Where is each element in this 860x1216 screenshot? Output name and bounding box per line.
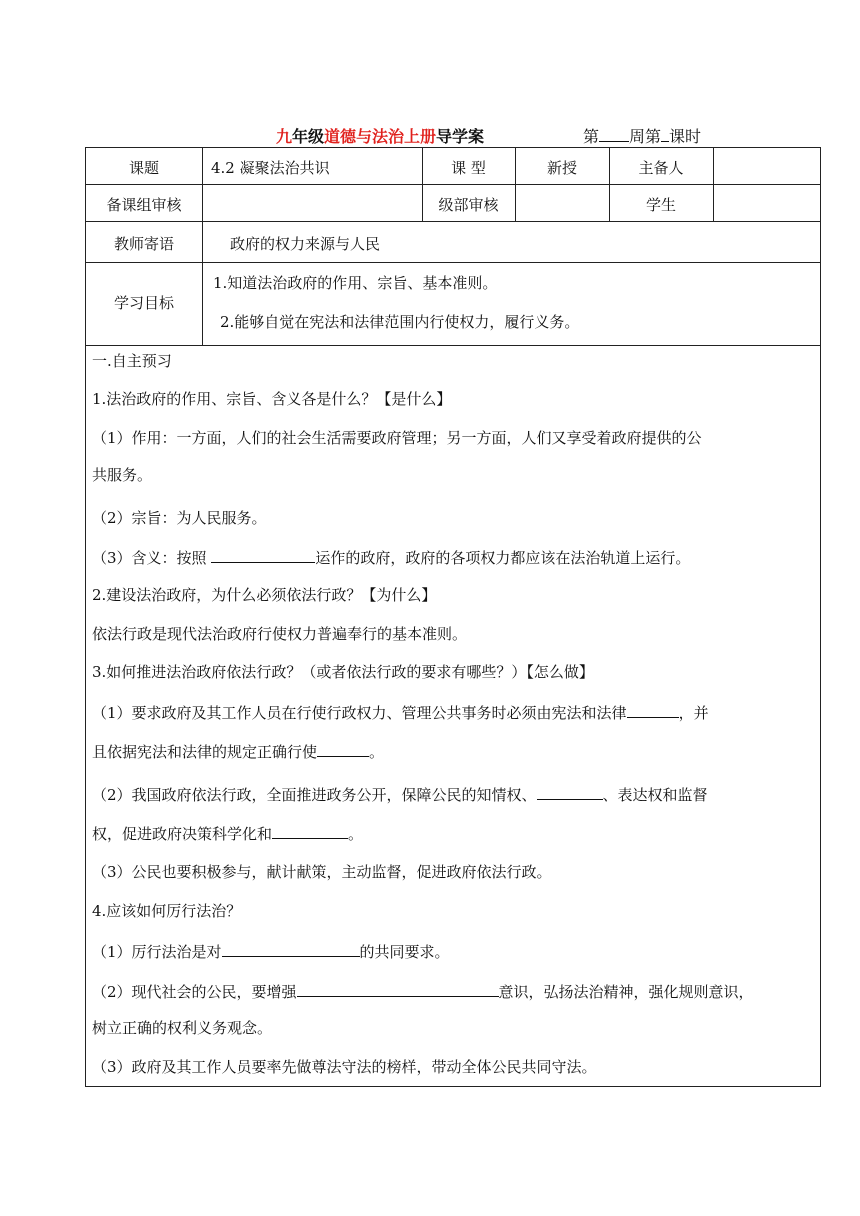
goal-2: 2.能够自觉在宪法和法律范围内行使权力，履行义务。 <box>220 313 580 331</box>
week-label-c: 课时 <box>669 127 702 146</box>
q3-answer-2-cont: 权，促进政府决策科学化和 。 <box>92 822 812 845</box>
fill-blank[interactable] <box>297 980 499 997</box>
fill-blank[interactable] <box>211 546 315 563</box>
label-teacher-message: 教师寄语 <box>113 235 174 253</box>
q4-answer-1: （1）厉行法治是对 的共同要求。 <box>92 940 812 963</box>
fill-blank[interactable] <box>222 940 360 957</box>
col-divider <box>713 148 714 221</box>
label-dept-review: 级部审核 <box>438 196 499 214</box>
label-student: 学生 <box>645 196 676 214</box>
question-1: 1.法治政府的作用、宗旨、含义各是什么？【是什么】 <box>92 390 452 408</box>
question-4: 4.应该如何厉行法治？ <box>92 902 242 920</box>
label-group-review: 备课组审核 <box>106 196 182 214</box>
label-lead-preparer: 主备人 <box>638 159 684 177</box>
page-title <box>276 124 484 147</box>
q4-answer-3: （3）政府及其工作人员要率先做尊法守法的榜样，带动全体公民共同守法。 <box>92 1058 597 1076</box>
value-teacher-message: 政府的权力来源与人民 <box>230 235 381 253</box>
q3-answer-3: （3）公民也要积极参与，献计献策，主动监督，促进政府依法行政。 <box>92 863 552 881</box>
q3-answer-1-cont: 且依据宪法和法律的规定正确行使 。 <box>92 740 812 763</box>
q1-answer-1-cont: 共服务。 <box>92 466 153 484</box>
row-divider <box>86 345 820 346</box>
q1-answer-1: （1）作用：一方面，人们的社会生活需要政府管理；另一方面，人们又享受着政府提供的公 <box>92 429 702 447</box>
label-lesson-type: 课 型 <box>451 159 486 177</box>
week-period <box>583 124 701 147</box>
title-type: 导学案 <box>436 127 485 146</box>
q1-answer-3: （3）含义：按照 运作的政府，政府的各项权力都应该在法治轨道上运行。 <box>92 546 812 569</box>
label-learning-goals: 学习目标 <box>113 294 174 312</box>
worksheet-table <box>85 147 821 1087</box>
period-blank[interactable] <box>661 126 669 142</box>
header-line <box>0 124 860 146</box>
col-divider <box>202 148 203 345</box>
row-divider <box>86 184 820 185</box>
value-topic: 4.2 凝聚法治共识 <box>211 159 330 177</box>
fill-blank[interactable] <box>272 822 348 839</box>
week-label-b: 周第 <box>629 127 662 146</box>
section-heading: 一.自主预习 <box>92 352 172 370</box>
q3-answer-1: （1）要求政府及其工作人员在行使行政权力、管理公共事务时必须由宪法和法律 ，并 <box>92 701 812 724</box>
q1-answer-2: （2）宗旨：为人民服务。 <box>92 509 267 527</box>
week-blank[interactable] <box>599 126 629 142</box>
label-topic: 课题 <box>128 159 159 177</box>
value-lesson-type: 新授 <box>546 159 577 177</box>
fill-blank[interactable] <box>537 783 603 800</box>
fill-blank[interactable] <box>317 740 369 757</box>
question-2: 2.建设法治政府，为什么必须依法行政？【为什么】 <box>92 586 437 604</box>
title-grade-number: 九 <box>276 127 293 146</box>
goal-1: 1.知道法治政府的作用、宗旨、基本准则。 <box>213 274 498 292</box>
title-subject: 道德与法治上册 <box>324 127 437 146</box>
q4-answer-2: （2）现代社会的公民，要增强 意识，弘扬法治精神，强化规则意识， <box>92 980 812 1003</box>
row-divider <box>86 262 820 263</box>
week-label-a: 第 <box>583 127 600 146</box>
title-grade: 年级 <box>292 127 325 146</box>
q2-answer: 依法行政是现代法治政府行使权力普遍奉行的基本准则。 <box>92 625 468 643</box>
q3-answer-2: （2）我国政府依法行政，全面推进政务公开，保障公民的知情权、 、表达权和监督 <box>92 783 812 806</box>
question-3: 3.如何推进法治政府依法行政？（或者依法行政的要求有哪些？）【怎么做】 <box>92 663 594 681</box>
fill-blank[interactable] <box>627 701 679 718</box>
row-divider <box>86 221 820 222</box>
q4-answer-2-cont: 树立正确的权利义务观念。 <box>92 1019 273 1037</box>
